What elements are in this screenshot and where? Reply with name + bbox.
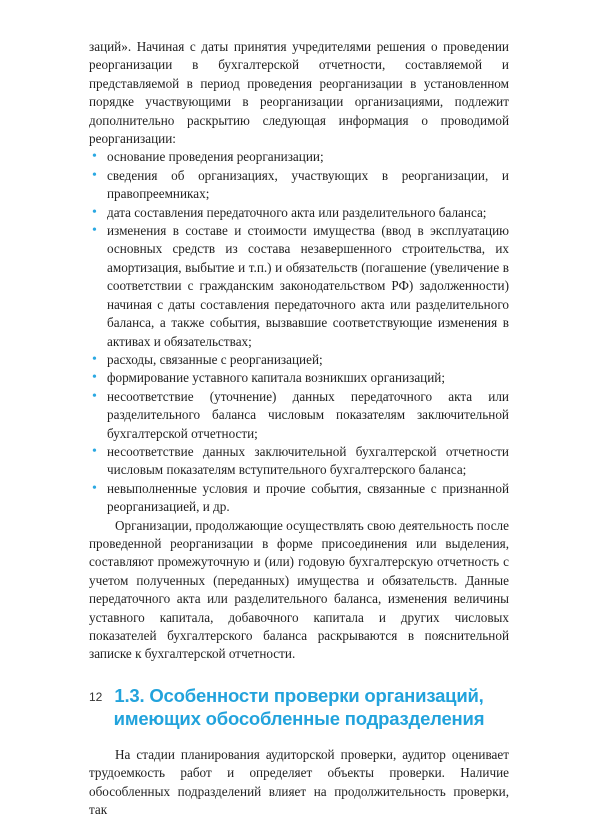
section-heading [89,684,509,730]
bullet-item [89,351,509,369]
bullet-item [89,388,509,443]
bullet-icon: • [92,480,97,496]
section-heading-line1: 1.3. Особенности проверки организаций, [114,684,484,706]
bullet-item [89,443,509,480]
bullet-icon: • [92,351,97,367]
bullet-text: основание проведения реорганизации; [107,149,324,165]
bullet-item [89,480,509,517]
bullet-text: расходы, связанные с реорганизацией; [107,351,323,367]
page-number: 12 [89,690,103,704]
bullet-icon: • [92,370,97,386]
bullet-icon: • [92,204,97,220]
closing-paragraph: Организации, продолжающие осуществлять свою деятельность после проведенной реорганизации в форме присоединения или выделения, составляют промежуточную и (или) годовую бухгалтерскую отчетность с учетом полученных (переданных) имущества и обязательств. Данные передаточного акта или разделительного баланса, изменения величины уставного капитала, добавочного капитала и других числовых показателей бухгалтерского баланса раскрываются в пояснительной записке к бухгалтерской отчетности. [89,517,509,662]
bullet-item [89,148,509,166]
page-body [89,38,509,819]
section-heading-line2: имеющих обособленные подразделения [113,707,485,729]
bullet-text: сведения об организациях, участвующих в реорганизации, и правопреемниках; [107,167,509,202]
bullet-icon: • [92,443,97,459]
intro-paragraph: заций». Начиная с даты принятия учредителями решения о проведении реорганизации в бухгалтерской отчетности, составляемой и представляемой в период проведения реорганизации в установленном порядке участвующими в реорганизации организациями, подлежит дополнительно раскрытию следующая информация о проводимой реорганизации: [89,39,509,147]
bullet-icon: • [92,149,97,165]
bullet-icon: • [92,223,97,239]
bullet-item [89,167,509,204]
bullet-text: формирование уставного капитала возникших организаций; [107,370,446,386]
bullet-text: несоответствие данных заключительной бухгалтерской отчетности числовым показателям вступительного бухгалтерского баланса; [107,443,509,478]
bullet-item [89,204,509,222]
bullet-text: изменения в составе и стоимости имущества (ввод в эксплуатацию основных средств из состава незавершенного строительства, их амортизация, выбытие и т.п.) и обязательств (погашение (увеличение в соответствии с гражданским законодательством РФ) задолженности) начиная с даты составления передаточного акта или разделительного баланса, а также события, вызвавшие соответствующие изменения в активах и обязательствах; [107,223,509,349]
bullet-text: дата составления передаточного акта или разделительного баланса; [107,204,487,220]
section-paragraph: На стадии планирования аудиторской проверки, аудитор оценивает трудоемкость работ и определяет объекты проверки. Наличие обособленных подразделений влияет на продолжительность проверки, так [89,746,509,818]
bullet-list [89,148,509,516]
bullet-text: несоответствие (уточнение) данных передаточного акта или разделительного баланса числовым показателям заключительной бухгалтерской отчетности; [107,388,509,441]
bullet-icon: • [92,167,97,183]
bullet-item [89,222,509,351]
bullet-item [89,369,509,387]
bullet-icon: • [92,388,97,404]
bullet-text: невыполненные условия и прочие события, связанные с признанной реорганизацией, и др. [107,480,509,515]
